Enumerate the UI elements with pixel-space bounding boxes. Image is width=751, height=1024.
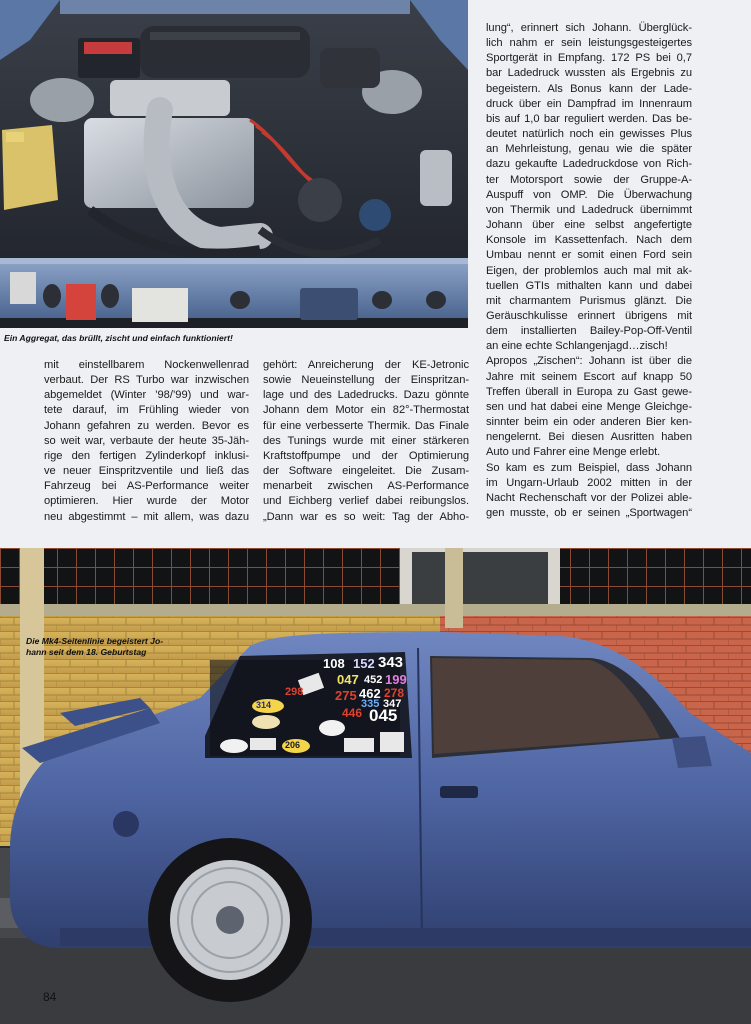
sticker-number: 206 xyxy=(285,740,301,750)
sticker-number: 462 xyxy=(359,686,381,701)
text-line: ve neuer Einspritzventile und ließ das xyxy=(44,465,249,478)
sticker-number: 047 xyxy=(337,672,359,687)
text-line: druck über ein Dampfrad im Innenraum xyxy=(486,97,692,110)
sticker-number: 347 xyxy=(383,698,402,710)
text-line: Auspuff von OMP. Die Überwachung xyxy=(486,188,692,201)
text-line: und Eichberg verlief dabei reibungslos. xyxy=(263,495,469,508)
text-line: Kraftstoffpumpe und der Optimierung xyxy=(263,449,469,462)
text-line: Apropos „Zischen“: Johann ist über die xyxy=(486,355,692,368)
sticker-number: 298 xyxy=(285,686,304,698)
engine-bay-photo xyxy=(0,0,468,328)
sticker-number: 152 xyxy=(353,656,375,671)
text-line: tete darauf, im Frühling wieder von xyxy=(44,404,249,417)
text-line: So kam es zum Beispiel, dass Johann xyxy=(486,461,692,474)
text-line: begeistern. Als Bonus kann der Lade- xyxy=(486,82,692,95)
text-line: sinnter beim ein oder anderen Bier ken- xyxy=(486,416,692,429)
text-line: tuellen GTIs mithalten kann und dabei xyxy=(486,279,692,292)
text-line: lich nahm er sein leistungsgesteigertes xyxy=(486,37,692,50)
text-line: dem installierten Bailey-Pop-Off-Ventil xyxy=(486,325,692,338)
sticker-number: 278 xyxy=(384,686,405,700)
text-line: bis auf 1,0 bar reguliert werden. Das be- xyxy=(486,112,692,125)
article-column-1 xyxy=(44,358,249,525)
sticker-number: 199 xyxy=(385,672,407,687)
sticker-number: 045 xyxy=(369,706,398,725)
text-line: Johann gefahren zu werden. Bevor es xyxy=(44,419,249,432)
text-line: Eigen, der problemlos auch mal mit ak- xyxy=(486,264,692,277)
car-photo-caption xyxy=(26,636,186,658)
text-line: abgemeldet (Winter ’98/’99) und war- xyxy=(44,389,249,402)
caption-line: hann seit dem 18. Geburtstag xyxy=(26,647,147,657)
text-line: sen und hat dabei eine Menge Gleichge- xyxy=(486,400,692,413)
sticker-number: 108 xyxy=(323,656,345,671)
ford-escort-illustration xyxy=(0,548,751,1024)
text-line: Geräuschkulisse erinnert übrigens mit xyxy=(486,309,692,322)
text-line: für eine verbesserte Thermik. Das Finale xyxy=(263,419,469,432)
text-line: Johann dem Motor ein 82°-Thermostat xyxy=(263,404,469,417)
text-line: menarbeit zwischen AS-Performance xyxy=(263,480,469,493)
page-number: 84 xyxy=(43,990,57,1004)
text-line: Konsole im Kassettenfach. Nach dem xyxy=(486,234,692,247)
text-line: Fahrzeug bei AS-Performance weiter xyxy=(44,480,249,493)
text-line: Treffen überall in Europa zu Gast gewe- xyxy=(486,385,692,398)
article-column-2 xyxy=(263,358,469,525)
text-line: Sportgerät in Empfang. 172 PS bei 0,7 xyxy=(486,52,692,65)
text-line: Jahre mit seinem Escort auf knapp 50 xyxy=(486,370,692,383)
text-line: optimieren. Hier wurde der Motor xyxy=(44,495,249,508)
sticker-number: 452 xyxy=(364,674,383,686)
text-line: im Ungarn-Urlaub 2002 mitten in der xyxy=(486,476,692,489)
text-line: nengelernt. Bei diesen Ausritten haben xyxy=(486,431,692,444)
text-line: des Tunings wurde mit einer stärkeren xyxy=(263,434,469,447)
car-side-photo xyxy=(0,548,751,1024)
caption-line: Die Mk4-Seitenlinie begeistert Jo- xyxy=(26,636,164,646)
text-line: lung“, erinnert sich Johann. Überglück- xyxy=(486,22,692,34)
sticker-number: 314 xyxy=(256,700,272,710)
text-line: Johann über eine selbst angefertigte xyxy=(486,219,692,232)
text-line: gehört: Anreicherung der KE-Jetronic xyxy=(263,359,469,371)
text-line: mit einstellbarem Nockenwellenrad xyxy=(44,359,249,371)
engine-bay-illustration xyxy=(0,0,468,328)
article-column-3 xyxy=(486,21,692,521)
text-line: Auto und Fahrer eine Menge erlebt. xyxy=(486,446,661,459)
text-line: an Mehrleistung, genau wie die später xyxy=(486,143,692,156)
text-line: Nacht Rechenschaft vor der Polizei able- xyxy=(486,491,692,504)
text-line: von Thermik und Ladedruck übernimmt xyxy=(486,203,692,216)
sticker-number: 446 xyxy=(342,706,363,720)
text-line: ter Motorsport sowie der Gruppe-A- xyxy=(486,173,692,186)
text-line: rige den fertigen Zylinderkopf inklusi- xyxy=(44,449,249,462)
sticker-number: 343 xyxy=(378,654,404,671)
sticker-number: 275 xyxy=(335,688,357,703)
text-line: sowie Neueinstellung der Einspritzan- xyxy=(263,374,469,387)
text-line: mit charmantem Purismus glänzt. Die xyxy=(486,294,692,307)
text-line: so weit war, verbaute der heute 35-Jäh- xyxy=(44,434,249,447)
text-line: deutet natürlich noch ein gewisses Plus xyxy=(486,128,692,141)
text-line: an eine echte Schlangenjagd…zisch! xyxy=(486,340,668,353)
text-line: lage und des Ladedrucks. Dazu gönnte xyxy=(263,389,469,402)
engine-photo-caption: Ein Aggregat, das brüllt, zischt und einfach funktioniert! xyxy=(4,333,233,343)
text-line: verbaut. Der RS Turbo war inzwischen xyxy=(44,374,249,387)
text-line: der Software eingeleitet. Die Zusam- xyxy=(263,465,469,478)
text-line: bar Ladedruck wussten als Ergebnis zu xyxy=(486,67,692,80)
sticker-number: 335 xyxy=(361,698,380,710)
text-line: Umbau nennt er somit einen Ford sein xyxy=(486,249,692,262)
text-line: dazu gekaufte Ladedruckdose von Rich- xyxy=(486,158,692,171)
text-line: gen musste, ob er seinen „Sportwagen“ xyxy=(486,507,692,519)
text-line: neu abgestimmt – mit allem, was dazu xyxy=(44,510,249,523)
text-line: „Dann war es so weit: Tag der Abho- xyxy=(263,510,469,523)
